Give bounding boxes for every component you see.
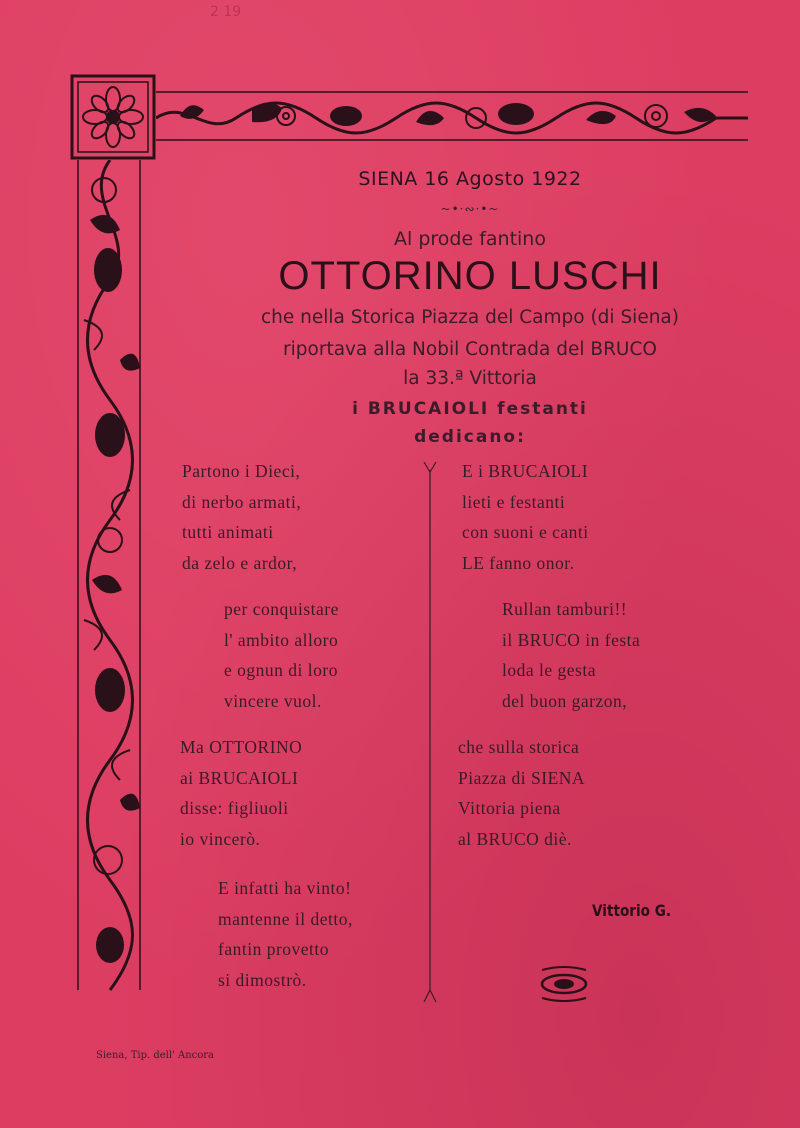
header-line-1: che nella Storica Piazza del Campo (di Siena): [261, 307, 679, 328]
poem-line: E i BRUCAIOLI: [462, 461, 589, 481]
poem-line: vincere vuol.: [224, 690, 322, 711]
poem-line: al BRUCO diè.: [458, 828, 572, 849]
poem-line: per conquistare: [224, 599, 339, 619]
jockey-name-title: OTTORINO LUSCHI: [278, 254, 662, 298]
poem-line: Rullan tamburi!!: [502, 599, 628, 619]
header-line-5: dedicano:: [414, 427, 526, 447]
poem-stanza-left-3: [180, 732, 302, 854]
corner-flower-ornament-icon: [70, 74, 156, 160]
poem-line: si dimostrò.: [218, 969, 307, 990]
poem-stanza-right-1: [462, 456, 589, 578]
poem-stanza-left-1: [182, 456, 301, 578]
poem-line: Piazza di SIENA: [458, 767, 586, 788]
header-line-3: la 33.ª Vittoria: [403, 368, 537, 389]
poem-line: loda le gesta: [502, 660, 596, 680]
poem-line: tutti animati: [182, 522, 274, 542]
poem-line: l' ambito alloro: [224, 629, 339, 650]
header-line-2: riportava alla Nobil Contrada del BRUCO: [283, 339, 657, 360]
author-signature: Vittorio G.: [592, 901, 672, 920]
top-floral-border-icon: [156, 88, 748, 144]
header-line-4: i BRUCAIOLI festanti: [352, 399, 588, 419]
poem-line: io vincerò.: [180, 828, 261, 849]
poem-line: di nerbo armati,: [182, 491, 302, 512]
poem-line: disse: figliuoli: [180, 798, 289, 818]
poem-line: ai BRUCAIOLI: [180, 767, 299, 788]
column-divider-rule: [420, 462, 440, 1002]
poem-line: e ognun di loro: [224, 660, 338, 680]
poem-line: il BRUCO in festa: [502, 629, 641, 650]
poem-line: Vittoria piena: [458, 798, 561, 818]
poem-line: mantenne il detto,: [218, 908, 353, 929]
poem-line: lieti e festanti: [462, 491, 566, 512]
flourish-divider: ~•·∾·•~: [440, 202, 500, 216]
poem-line: Ma OTTORINO: [180, 737, 303, 757]
poem-line: che sulla storica: [458, 737, 580, 757]
poem-line: da zelo e ardor,: [182, 552, 298, 573]
poem-line: del buon garzon,: [502, 690, 628, 711]
poem-line: LE fanno onor.: [462, 552, 575, 573]
poem-stanza-right-3: [458, 732, 585, 854]
side-floral-border-icon: [70, 160, 156, 1000]
poem-line: fantin provetto: [218, 939, 330, 959]
poem-stanza-left-4: [218, 873, 353, 995]
poem-stanza-right-2: [502, 594, 640, 716]
poem-line: Partono i Dieci,: [182, 461, 301, 481]
poem-line: E infatti ha vinto!: [218, 878, 352, 898]
handwritten-note: 2 19: [210, 4, 242, 20]
printer-vignette-icon: [536, 966, 592, 1002]
date-line: SIENA 16 Agosto 1922: [358, 168, 582, 190]
poem-stanza-left-2: [224, 594, 339, 716]
poem-line: con suoni e canti: [462, 522, 589, 542]
printer-imprint: Siena, Tip. dell' Ancora: [96, 1050, 215, 1061]
dedication-line: Al prode fantino: [394, 228, 546, 250]
